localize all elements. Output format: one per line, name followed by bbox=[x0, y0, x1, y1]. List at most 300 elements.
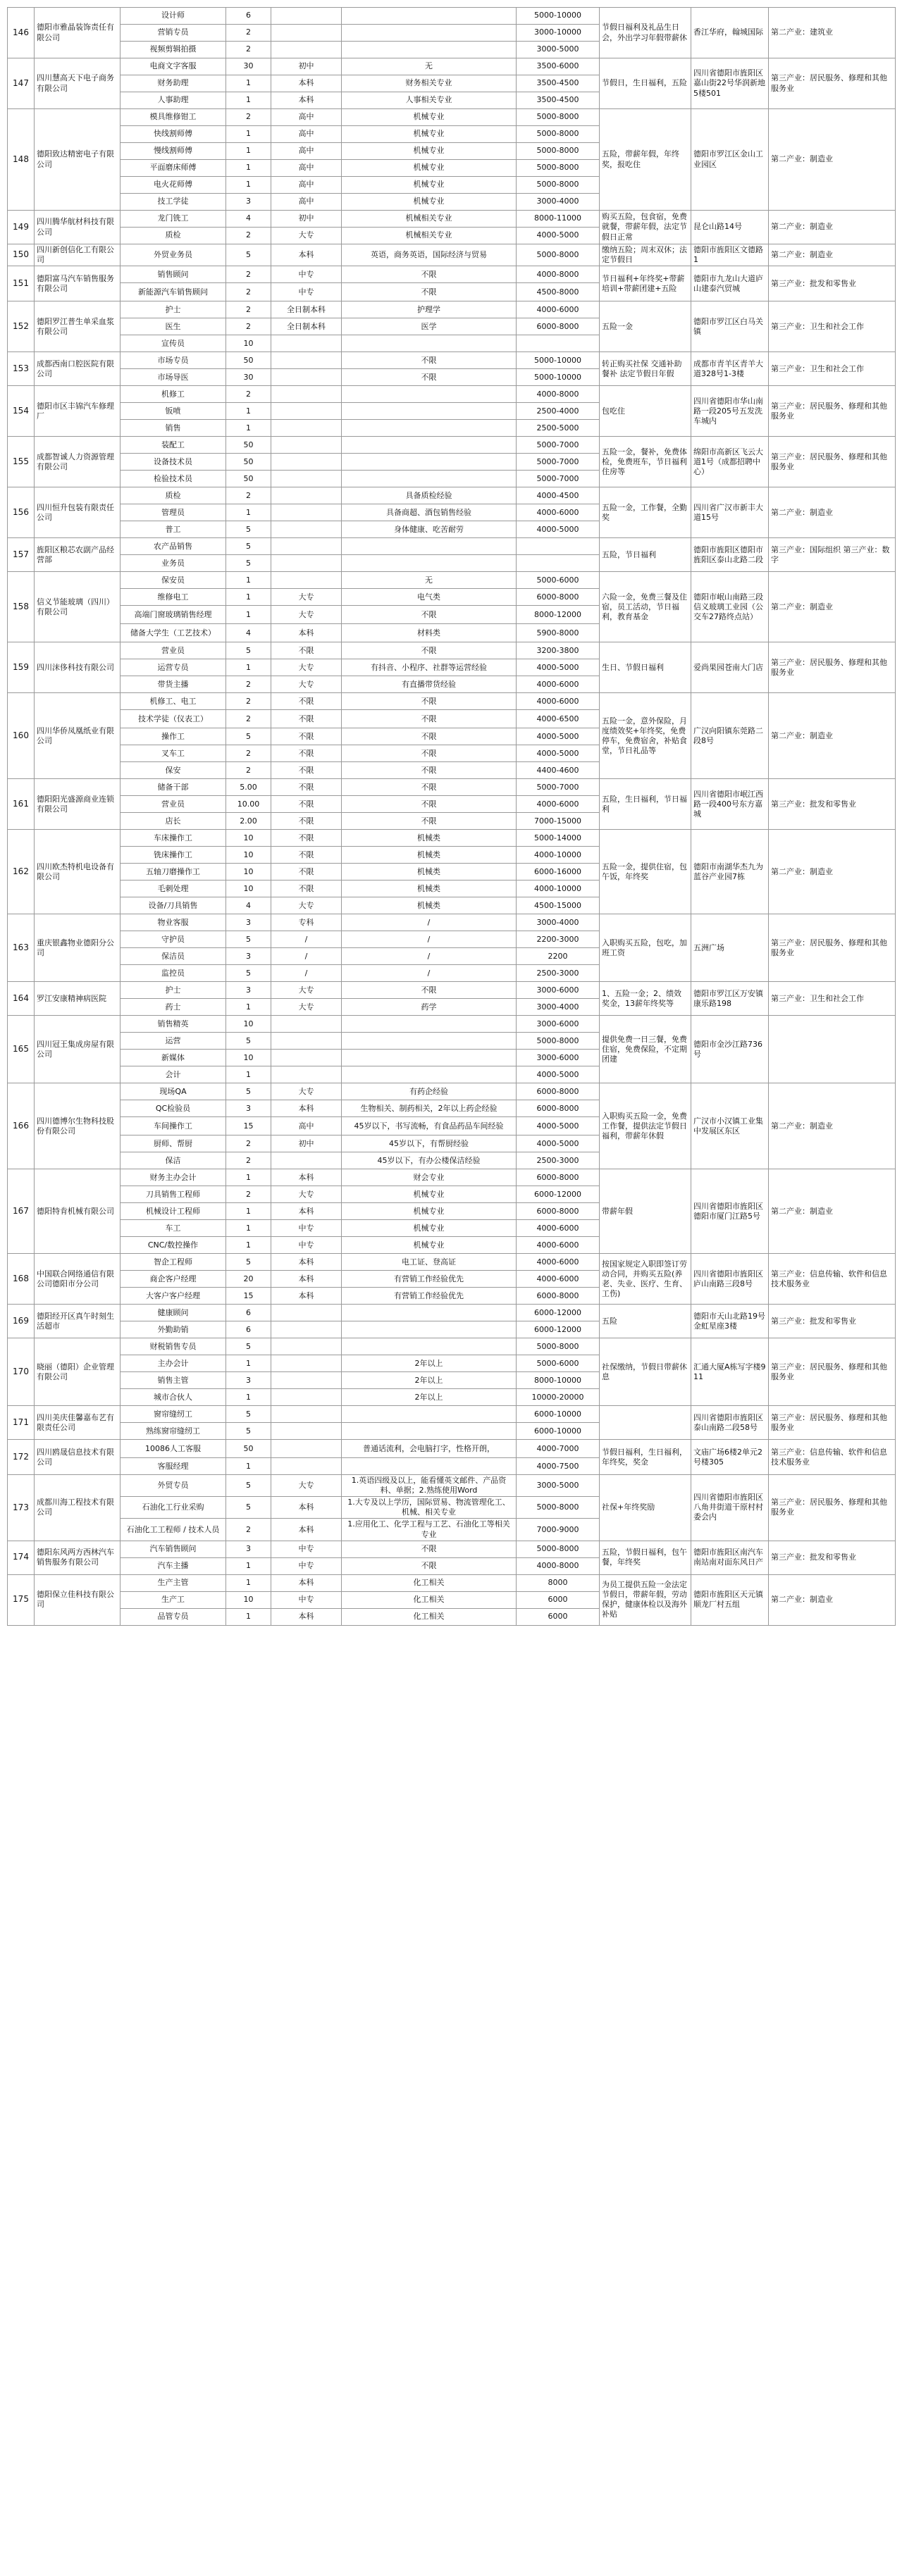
job-requirement: 有抖音、小程序、社群等运营经验 bbox=[342, 659, 517, 676]
company-name: 四川美庆佳馨嘉布艺有限责任公司 bbox=[35, 1406, 121, 1440]
job-requirement: 机械专业 bbox=[342, 177, 517, 194]
company-number: 148 bbox=[8, 109, 35, 211]
job-education bbox=[271, 1440, 342, 1458]
company-number: 154 bbox=[8, 386, 35, 437]
job-salary: 10000-20000 bbox=[517, 1389, 600, 1406]
job-salary: 3000-4000 bbox=[517, 914, 600, 931]
job-requirement: 普通话流利，会电脑打字，性格开朗， bbox=[342, 1440, 517, 1458]
job-education bbox=[271, 1321, 342, 1338]
table-row bbox=[8, 830, 896, 847]
table-row bbox=[8, 487, 896, 504]
company-name: 德阳市区丰锦汽车修理厂 bbox=[35, 386, 121, 437]
job-education: 本科 bbox=[271, 1100, 342, 1117]
job-salary: 5900-8000 bbox=[517, 624, 600, 642]
job-requirement: 45岁以下，有办公楼保洁经验 bbox=[342, 1152, 517, 1169]
job-headcount: 1 bbox=[226, 572, 271, 589]
job-requirement: 财务相关专业 bbox=[342, 75, 517, 92]
job-education: 不限 bbox=[271, 796, 342, 813]
table-row bbox=[8, 58, 896, 75]
job-salary: 4000-7000 bbox=[517, 1440, 600, 1458]
job-education bbox=[271, 521, 342, 538]
job-requirement: 无 bbox=[342, 58, 517, 75]
job-salary: 3000-10000 bbox=[517, 25, 600, 42]
job-requirement: 机械专业 bbox=[342, 160, 517, 177]
job-salary: 4500-8000 bbox=[517, 283, 600, 301]
company-industry: 第二产业：制造业 bbox=[769, 830, 896, 914]
job-title: 平面磨床师傅 bbox=[121, 160, 226, 177]
job-education: 中专 bbox=[271, 1541, 342, 1557]
job-salary: 5000-8000 bbox=[517, 143, 600, 160]
job-headcount: 4 bbox=[226, 897, 271, 914]
company-number: 165 bbox=[8, 1016, 35, 1083]
job-salary: 4000-6000 bbox=[517, 796, 600, 813]
job-salary: 6000-8000 bbox=[517, 1203, 600, 1220]
job-salary: 5000-8000 bbox=[517, 244, 600, 266]
job-requirement: 机械专业 bbox=[342, 194, 517, 211]
company-industry: 第二产业：制造业 bbox=[769, 693, 896, 779]
job-salary: 4000-8000 bbox=[517, 1557, 600, 1574]
job-title: 熟练窗帘缝纫工 bbox=[121, 1423, 226, 1440]
job-requirement: / bbox=[342, 948, 517, 965]
company-number: 147 bbox=[8, 58, 35, 109]
job-requirement: 机械类 bbox=[342, 897, 517, 914]
job-education: 中专 bbox=[271, 1237, 342, 1254]
company-name: 信义节能玻璃（四川）有限公司 bbox=[35, 572, 121, 642]
job-requirement: 机械相关专业 bbox=[342, 228, 517, 244]
company-name: 四川腾华航材科技有限公司 bbox=[35, 211, 121, 244]
job-education: 不限 bbox=[271, 847, 342, 864]
job-education: 中专 bbox=[271, 1220, 342, 1237]
job-headcount: 1 bbox=[226, 1458, 271, 1475]
job-requirement bbox=[342, 1458, 517, 1475]
job-education: / bbox=[271, 948, 342, 965]
job-title: 高端门窗玻璃销售经理 bbox=[121, 606, 226, 624]
job-salary: 4000-6000 bbox=[517, 301, 600, 318]
job-requirement: 电工证、登高证 bbox=[342, 1254, 517, 1271]
job-title: 10086人工客服 bbox=[121, 1440, 226, 1458]
company-industry: 第二产业：制造业 bbox=[769, 572, 896, 642]
job-salary: 4000-5000 bbox=[517, 728, 600, 745]
job-requirement bbox=[342, 1066, 517, 1083]
job-headcount: 3 bbox=[226, 194, 271, 211]
company-industry: 第三产业：居民服务、修理和其他服务业 bbox=[769, 1475, 896, 1541]
job-education: 本科 bbox=[271, 624, 342, 642]
job-education: 中专 bbox=[271, 1591, 342, 1608]
company-address: 四川省德阳市华山南路一段205号五发洗车城内 bbox=[691, 386, 769, 437]
job-requirement: 不限 bbox=[342, 266, 517, 283]
job-title: 医生 bbox=[121, 318, 226, 335]
job-headcount: 15 bbox=[226, 1288, 271, 1305]
job-requirement bbox=[342, 386, 517, 403]
job-education: 本科 bbox=[271, 1497, 342, 1519]
job-title: 刀具销售工程师 bbox=[121, 1186, 226, 1203]
job-salary: 2500-3000 bbox=[517, 965, 600, 982]
company-address: 德阳市罗江区金山工业园区 bbox=[691, 109, 769, 211]
job-title: 营业员 bbox=[121, 796, 226, 813]
job-education bbox=[271, 1406, 342, 1423]
job-education bbox=[271, 386, 342, 403]
company-benefits: 购买五险，包食宿，免费就餐，带薪年假，法定节假日正常 bbox=[600, 211, 691, 244]
company-address: 四川省德阳市旌阳区庐山南路三段8号 bbox=[691, 1254, 769, 1305]
job-education bbox=[271, 487, 342, 504]
company-address: 四川省德阳市岷江西路一段400号东方嘉城 bbox=[691, 779, 769, 830]
job-education bbox=[271, 437, 342, 454]
job-salary: 2200-3000 bbox=[517, 931, 600, 948]
company-industry: 第三产业：居民服务、修理和其他服务业 bbox=[769, 437, 896, 487]
job-headcount: 1 bbox=[226, 143, 271, 160]
job-education: 专科 bbox=[271, 914, 342, 931]
company-name: 德阳罗江普生单采血浆有限公司 bbox=[35, 301, 121, 352]
job-education bbox=[271, 1389, 342, 1406]
job-title: 质检 bbox=[121, 487, 226, 504]
job-headcount: 5 bbox=[226, 1497, 271, 1519]
job-education: 高中 bbox=[271, 143, 342, 160]
company-industry: 第三产业：卫生和社会工作 bbox=[769, 352, 896, 386]
job-headcount: 30 bbox=[226, 369, 271, 386]
job-education: 大专 bbox=[271, 1186, 342, 1203]
job-salary: 3000-6000 bbox=[517, 1016, 600, 1033]
job-requirement bbox=[342, 420, 517, 437]
job-education: 本科 bbox=[271, 75, 342, 92]
job-requirement: 不限 bbox=[342, 1557, 517, 1574]
company-address: 昆仑山路14号 bbox=[691, 211, 769, 244]
table-row bbox=[8, 1016, 896, 1033]
job-title: 石油化工行业采购 bbox=[121, 1497, 226, 1519]
job-requirement: 有药企经验 bbox=[342, 1083, 517, 1100]
job-headcount: 5.00 bbox=[226, 779, 271, 796]
job-education bbox=[271, 420, 342, 437]
job-title: 销售主管 bbox=[121, 1372, 226, 1389]
company-address: 香江华府，翰城国际 bbox=[691, 8, 769, 58]
job-requirement: 不限 bbox=[342, 606, 517, 624]
job-requirement bbox=[342, 555, 517, 572]
job-title: 销售顾问 bbox=[121, 266, 226, 283]
table-row bbox=[8, 982, 896, 999]
job-headcount: 1 bbox=[226, 1237, 271, 1254]
job-education: 全日制本科 bbox=[271, 301, 342, 318]
job-requirement: 不限 bbox=[342, 779, 517, 796]
company-name: 德阳经开区真午时刻生活超市 bbox=[35, 1305, 121, 1338]
company-number: 163 bbox=[8, 914, 35, 982]
job-salary: 4400-4600 bbox=[517, 762, 600, 779]
job-headcount: 6 bbox=[226, 8, 271, 25]
job-requirement: / bbox=[342, 914, 517, 931]
job-education: 大专 bbox=[271, 606, 342, 624]
job-requirement bbox=[342, 42, 517, 58]
job-salary: 5000-7000 bbox=[517, 471, 600, 487]
company-benefits: 入职购买五险一金，免费工作餐，提供法定节假日福利，带薪年休假 bbox=[600, 1083, 691, 1169]
job-headcount: 5 bbox=[226, 1423, 271, 1440]
company-benefits: 为员工提供五险一金法定节假日，带薪年假，劳动保护，健康体检以及海外补贴 bbox=[600, 1574, 691, 1625]
job-headcount: 1 bbox=[226, 1355, 271, 1372]
job-headcount: 2 bbox=[226, 42, 271, 58]
job-title: 新能源汽车销售顾问 bbox=[121, 283, 226, 301]
job-requirement: / bbox=[342, 965, 517, 982]
job-salary: 2200 bbox=[517, 948, 600, 965]
job-education: 本科 bbox=[271, 1519, 342, 1541]
company-address: 德阳市金沙江路736号 bbox=[691, 1016, 769, 1083]
job-education: 大专 bbox=[271, 1475, 342, 1497]
job-salary: 5000-7000 bbox=[517, 454, 600, 471]
company-name: 四川冠王集成房屋有限公司 bbox=[35, 1016, 121, 1083]
job-title: 机修工、电工 bbox=[121, 693, 226, 710]
job-title: 财税销售专员 bbox=[121, 1338, 226, 1355]
job-requirement: 机械专业 bbox=[342, 143, 517, 160]
job-education bbox=[271, 335, 342, 352]
job-education: 不限 bbox=[271, 745, 342, 762]
job-title: 新媒体 bbox=[121, 1050, 226, 1066]
company-benefits: 生日、节假日福利 bbox=[600, 642, 691, 693]
job-headcount: 1 bbox=[226, 126, 271, 143]
company-number: 169 bbox=[8, 1305, 35, 1338]
company-name: 德阳特肯机械有限公司 bbox=[35, 1169, 121, 1254]
job-title: 车间操作工 bbox=[121, 1117, 226, 1135]
job-requirement bbox=[342, 1423, 517, 1440]
job-title: 主办会计 bbox=[121, 1355, 226, 1372]
job-title: 店长 bbox=[121, 813, 226, 830]
company-address: 四川省德阳市旌阳区德阳市厦门江路5号 bbox=[691, 1169, 769, 1254]
job-education: 不限 bbox=[271, 728, 342, 745]
job-requirement: 机械专业 bbox=[342, 1203, 517, 1220]
company-name: 成都川海工程技术有限公司 bbox=[35, 1475, 121, 1541]
job-salary: 4000-5000 bbox=[517, 659, 600, 676]
job-education bbox=[271, 352, 342, 369]
table-row bbox=[8, 538, 896, 555]
company-name: 德阳东风两方西林汽车销售服务有限公司 bbox=[35, 1541, 121, 1574]
job-requirement: 不限 bbox=[342, 352, 517, 369]
job-salary: 5000-6000 bbox=[517, 572, 600, 589]
job-requirement: 护理学 bbox=[342, 301, 517, 318]
company-name: 四川恒升包装有限责任公司 bbox=[35, 487, 121, 538]
job-salary: 5000-14000 bbox=[517, 830, 600, 847]
job-headcount: 2 bbox=[226, 1519, 271, 1541]
job-salary: 4000-5000 bbox=[517, 228, 600, 244]
job-requirement bbox=[342, 1016, 517, 1033]
job-title: 健康顾问 bbox=[121, 1305, 226, 1321]
job-education bbox=[271, 403, 342, 420]
job-requirement: 不限 bbox=[342, 813, 517, 830]
job-headcount: 1 bbox=[226, 1608, 271, 1625]
job-title: 装配工 bbox=[121, 437, 226, 454]
company-address: 德阳市旌阳区文德路1 bbox=[691, 244, 769, 266]
job-requirement bbox=[342, 8, 517, 25]
company-industry bbox=[769, 1016, 896, 1083]
job-title: 保安员 bbox=[121, 572, 226, 589]
company-benefits: 按国家规定入职即签订劳动合同，并购买五险(养老、失业、医疗、生育、工伤) bbox=[600, 1254, 691, 1305]
job-title: 技工学徒 bbox=[121, 194, 226, 211]
job-headcount: 1 bbox=[226, 1203, 271, 1220]
job-title: 快线割师傅 bbox=[121, 126, 226, 143]
job-salary: 6000-8000 bbox=[517, 1083, 600, 1100]
job-education: 不限 bbox=[271, 762, 342, 779]
company-industry: 第二产业：制造业 bbox=[769, 211, 896, 244]
table-row bbox=[8, 572, 896, 589]
company-number: 160 bbox=[8, 693, 35, 779]
company-number: 171 bbox=[8, 1406, 35, 1440]
job-requirement: 1.大专及以上学历，国际贸易、物流管理化工、机械、相关专业 bbox=[342, 1497, 517, 1519]
job-education bbox=[271, 1050, 342, 1066]
job-requirement: 机械类 bbox=[342, 847, 517, 864]
job-salary: 3500-4500 bbox=[517, 92, 600, 109]
job-requirement bbox=[342, 1321, 517, 1338]
company-address: 四川省德阳市旌阳区嘉山街22号华润新地5楼501 bbox=[691, 58, 769, 109]
job-salary: 4000-6000 bbox=[517, 504, 600, 521]
company-number: 149 bbox=[8, 211, 35, 244]
table-row bbox=[8, 266, 896, 283]
job-education: 本科 bbox=[271, 1608, 342, 1625]
job-salary: 5000-8000 bbox=[517, 1338, 600, 1355]
job-education: 不限 bbox=[271, 710, 342, 728]
company-benefits: 转正购买社保 交通补助 餐补 法定节假日年假 bbox=[600, 352, 691, 386]
job-requirement: 化工相关 bbox=[342, 1608, 517, 1625]
company-benefits: 节日福利+年终奖+带薪培训+带薪团建+五险 bbox=[600, 266, 691, 301]
job-education: / bbox=[271, 965, 342, 982]
table-row bbox=[8, 8, 896, 25]
job-requirement: 具备质检经验 bbox=[342, 487, 517, 504]
job-education: 初中 bbox=[271, 211, 342, 228]
company-industry: 第三产业：批发和零售业 bbox=[769, 779, 896, 830]
job-education bbox=[271, 1423, 342, 1440]
job-salary: 8000-12000 bbox=[517, 606, 600, 624]
table-row bbox=[8, 1440, 896, 1458]
job-salary: 2500-5000 bbox=[517, 420, 600, 437]
job-salary: 4000-10000 bbox=[517, 847, 600, 864]
company-address: 广汉向阳镇东莞路二段8号 bbox=[691, 693, 769, 779]
job-education bbox=[271, 538, 342, 555]
job-title: 品管专员 bbox=[121, 1608, 226, 1625]
job-salary: 6000-12000 bbox=[517, 1305, 600, 1321]
job-requirement bbox=[342, 1338, 517, 1355]
job-headcount: 5 bbox=[226, 1406, 271, 1423]
company-name: 重庆银鑫物业德阳分公司 bbox=[35, 914, 121, 982]
job-salary: 4000-6000 bbox=[517, 1220, 600, 1237]
company-benefits: 六险一金，免费三餐及住宿，员工活动，节日福利，教育基金 bbox=[600, 572, 691, 642]
job-title: 慢线割师傅 bbox=[121, 143, 226, 160]
job-headcount: 2 bbox=[226, 301, 271, 318]
company-name: 德阳保立佳科技有限公司 bbox=[35, 1574, 121, 1625]
job-salary: 5000-6000 bbox=[517, 1355, 600, 1372]
job-salary: 6000-8000 bbox=[517, 1288, 600, 1305]
company-number: 170 bbox=[8, 1338, 35, 1406]
job-headcount: 10.00 bbox=[226, 796, 271, 813]
job-education: 本科 bbox=[271, 1203, 342, 1220]
company-address: 四川省德阳市旌阳区泰山南路二段58号 bbox=[691, 1406, 769, 1440]
job-salary: 4500-15000 bbox=[517, 897, 600, 914]
job-headcount: 2 bbox=[226, 228, 271, 244]
job-requirement: 机械专业 bbox=[342, 1186, 517, 1203]
job-education: 不限 bbox=[271, 830, 342, 847]
job-salary: 3000-5000 bbox=[517, 1475, 600, 1497]
job-requirement: 化工相关 bbox=[342, 1574, 517, 1591]
job-title: 农产品销售 bbox=[121, 538, 226, 555]
company-name: 德阳富马汽车销售服务有限公司 bbox=[35, 266, 121, 301]
job-salary: 7000-9000 bbox=[517, 1519, 600, 1541]
job-requirement bbox=[342, 1305, 517, 1321]
job-salary: 5000-10000 bbox=[517, 8, 600, 25]
job-salary: 3000-6000 bbox=[517, 1050, 600, 1066]
company-industry: 第三产业：批发和零售业 bbox=[769, 1305, 896, 1338]
job-requirement bbox=[342, 454, 517, 471]
job-requirement: 机械专业 bbox=[342, 1237, 517, 1254]
job-requirement: 不限 bbox=[342, 982, 517, 999]
job-education: 不限 bbox=[271, 813, 342, 830]
job-education: 不限 bbox=[271, 642, 342, 659]
job-headcount: 5 bbox=[226, 1338, 271, 1355]
company-name: 晓丽（德阳）企业管理有限公司 bbox=[35, 1338, 121, 1406]
table-row bbox=[8, 1254, 896, 1271]
job-headcount: 5 bbox=[226, 555, 271, 572]
job-salary: 6000-8000 bbox=[517, 589, 600, 606]
job-salary: 3500-6000 bbox=[517, 58, 600, 75]
job-headcount: 1 bbox=[226, 403, 271, 420]
company-benefits: 五险一金，意外保险，月度绩效奖+年终奖，免费停车，免费宿舍，补贴食堂，节日礼品等 bbox=[600, 693, 691, 779]
job-title: 汽车主播 bbox=[121, 1557, 226, 1574]
job-headcount: 2 bbox=[226, 386, 271, 403]
job-headcount: 2 bbox=[226, 762, 271, 779]
job-headcount: 6 bbox=[226, 1305, 271, 1321]
job-headcount: 50 bbox=[226, 454, 271, 471]
job-headcount: 50 bbox=[226, 352, 271, 369]
job-salary: 4000-8000 bbox=[517, 266, 600, 283]
job-requirement: 不限 bbox=[342, 710, 517, 728]
job-headcount: 2 bbox=[226, 109, 271, 126]
table-row bbox=[8, 437, 896, 454]
job-headcount: 2 bbox=[226, 676, 271, 693]
job-salary: 3200-3800 bbox=[517, 642, 600, 659]
job-education: / bbox=[271, 931, 342, 948]
job-education: 高中 bbox=[271, 126, 342, 143]
company-number: 174 bbox=[8, 1541, 35, 1574]
job-salary: 5000-10000 bbox=[517, 369, 600, 386]
job-education bbox=[271, 1355, 342, 1372]
job-salary: 5000-8000 bbox=[517, 177, 600, 194]
company-number: 172 bbox=[8, 1440, 35, 1475]
job-title: 保洁 bbox=[121, 1152, 226, 1169]
job-salary: 4000-7500 bbox=[517, 1458, 600, 1475]
job-title: 现场QA bbox=[121, 1083, 226, 1100]
job-education: 初中 bbox=[271, 58, 342, 75]
job-requirement: 英语，商务英语，国际经济与贸易 bbox=[342, 244, 517, 266]
job-title: 管理员 bbox=[121, 504, 226, 521]
job-education: 本科 bbox=[271, 1271, 342, 1288]
job-headcount: 1 bbox=[226, 606, 271, 624]
company-industry: 第三产业：批发和零售业 bbox=[769, 1541, 896, 1574]
job-salary: 8000-10000 bbox=[517, 1372, 600, 1389]
job-requirement: 材料类 bbox=[342, 624, 517, 642]
job-requirement: 财会专业 bbox=[342, 1169, 517, 1186]
company-benefits: 五险，节日福利 bbox=[600, 538, 691, 572]
company-industry: 第三产业：居民服务、修理和其他服务业 bbox=[769, 1406, 896, 1440]
job-headcount: 2 bbox=[226, 693, 271, 710]
job-headcount: 1 bbox=[226, 659, 271, 676]
job-requirement bbox=[342, 335, 517, 352]
company-address: 广汉市小汉镇工业集中发展区东区 bbox=[691, 1083, 769, 1169]
company-benefits: 五险一金 bbox=[600, 301, 691, 352]
company-industry: 第二产业：制造业 bbox=[769, 244, 896, 266]
company-number: 156 bbox=[8, 487, 35, 538]
company-address: 德阳市旌阳区南汽车南站南对面东风日产 bbox=[691, 1541, 769, 1574]
table-row bbox=[8, 1305, 896, 1321]
job-title: 外贸业务员 bbox=[121, 244, 226, 266]
job-education: 本科 bbox=[271, 92, 342, 109]
company-name: 四川华侨凤凰纸业有限公司 bbox=[35, 693, 121, 779]
table-row bbox=[8, 211, 896, 228]
job-headcount: 3 bbox=[226, 914, 271, 931]
job-title: 会计 bbox=[121, 1066, 226, 1083]
company-number: 161 bbox=[8, 779, 35, 830]
job-requirement: 2年以上 bbox=[342, 1355, 517, 1372]
job-title: 操作工 bbox=[121, 728, 226, 745]
